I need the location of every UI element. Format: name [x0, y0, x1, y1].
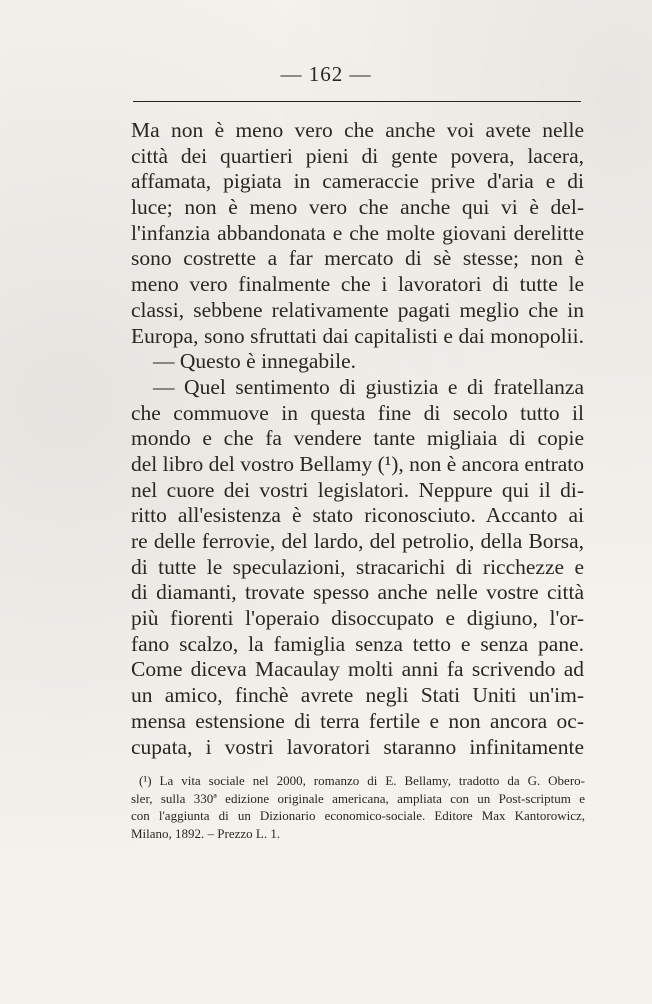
text-line: di tutte le speculazioni, stracarichi di ricchezze e — [131, 554, 584, 579]
text-line: cupata, i vostri lavoratori staranno infinitamente — [131, 734, 584, 759]
footnote-line: con l'aggiunta di un Dizionario economico-sociale. Editore Max Kantorowicz, — [131, 808, 585, 823]
footnote — [131, 772, 585, 842]
header-rule — [133, 101, 581, 102]
footnote-line: Milano, 1892. – Prezzo L. 1. — [131, 825, 281, 841]
text-line: re delle ferrovie, del lardo, del petrolio, della Borsa, — [131, 529, 584, 553]
text-line: — Quel sentimento di giustizia e di fratellanza — [153, 374, 584, 399]
text-line: più fiorenti l'operaio disoccupato e digiuno, l'or- — [131, 606, 584, 631]
footnote-line: (¹) La vita sociale nel 2000, romanzo di E. Bellamy, tradotto da G. Obero- — [139, 773, 585, 788]
text-line: classi, sebbene relativamente pagati meglio che in — [131, 297, 584, 322]
text-line: nel cuore dei vostri legislatori. Neppure qui il di- — [131, 477, 584, 502]
text-line: fano scalzo, la famiglia senza tetto e senza pane. — [131, 631, 584, 656]
text-line: Ma non è meno vero che anche voi avete nelle — [131, 118, 584, 142]
text-line: — Questo è innegabile. — [153, 349, 357, 374]
text-line: sono costrette a far mercato di sè stesse; non è — [131, 246, 584, 271]
text-line: Europa, sono sfruttati dai capitalisti e dai monopolii. — [131, 323, 584, 348]
text-line: mondo e che fa vendere tante migliaia di copie — [131, 426, 584, 451]
text-line: che commuove in questa fine di secolo tutto il — [131, 400, 584, 425]
text-line: l'infanzia abbandonata e che molte giovani derelitte — [131, 220, 584, 245]
text-line: ritto all'esistenza è stato riconosciuto. Accanto ai — [131, 503, 584, 528]
text-line: meno vero finalmente che i lavoratori di tutte le — [131, 272, 584, 297]
text-line: Come diceva Macaulay molti anni fa scrivendo ad — [131, 657, 584, 682]
text-line: mensa estensione di terra fertile e non ancora oc- — [131, 708, 584, 733]
body-text — [131, 118, 584, 760]
page-number: — 162 — — [280, 62, 372, 86]
text-line: luce; non è meno vero che anche qui vi è del- — [131, 195, 584, 220]
text-line: un amico, finchè avrete negli Stati Uniti un'im- — [131, 683, 584, 708]
text-line: del libro del vostro Bellamy (¹), non è ancora entrato — [131, 451, 585, 476]
text-line: città dei quartieri pieni di gente povera, lacera, — [131, 143, 584, 168]
footnote-line: sler, sulla 330ª edizione originale americana, ampliata con un Post-scriptum e — [131, 790, 585, 806]
text-line: affamata, pigiata in cameraccie prive d'aria e di — [131, 169, 584, 194]
text-line: di diamanti, trovate spesso anche nelle vostre città — [131, 580, 584, 605]
